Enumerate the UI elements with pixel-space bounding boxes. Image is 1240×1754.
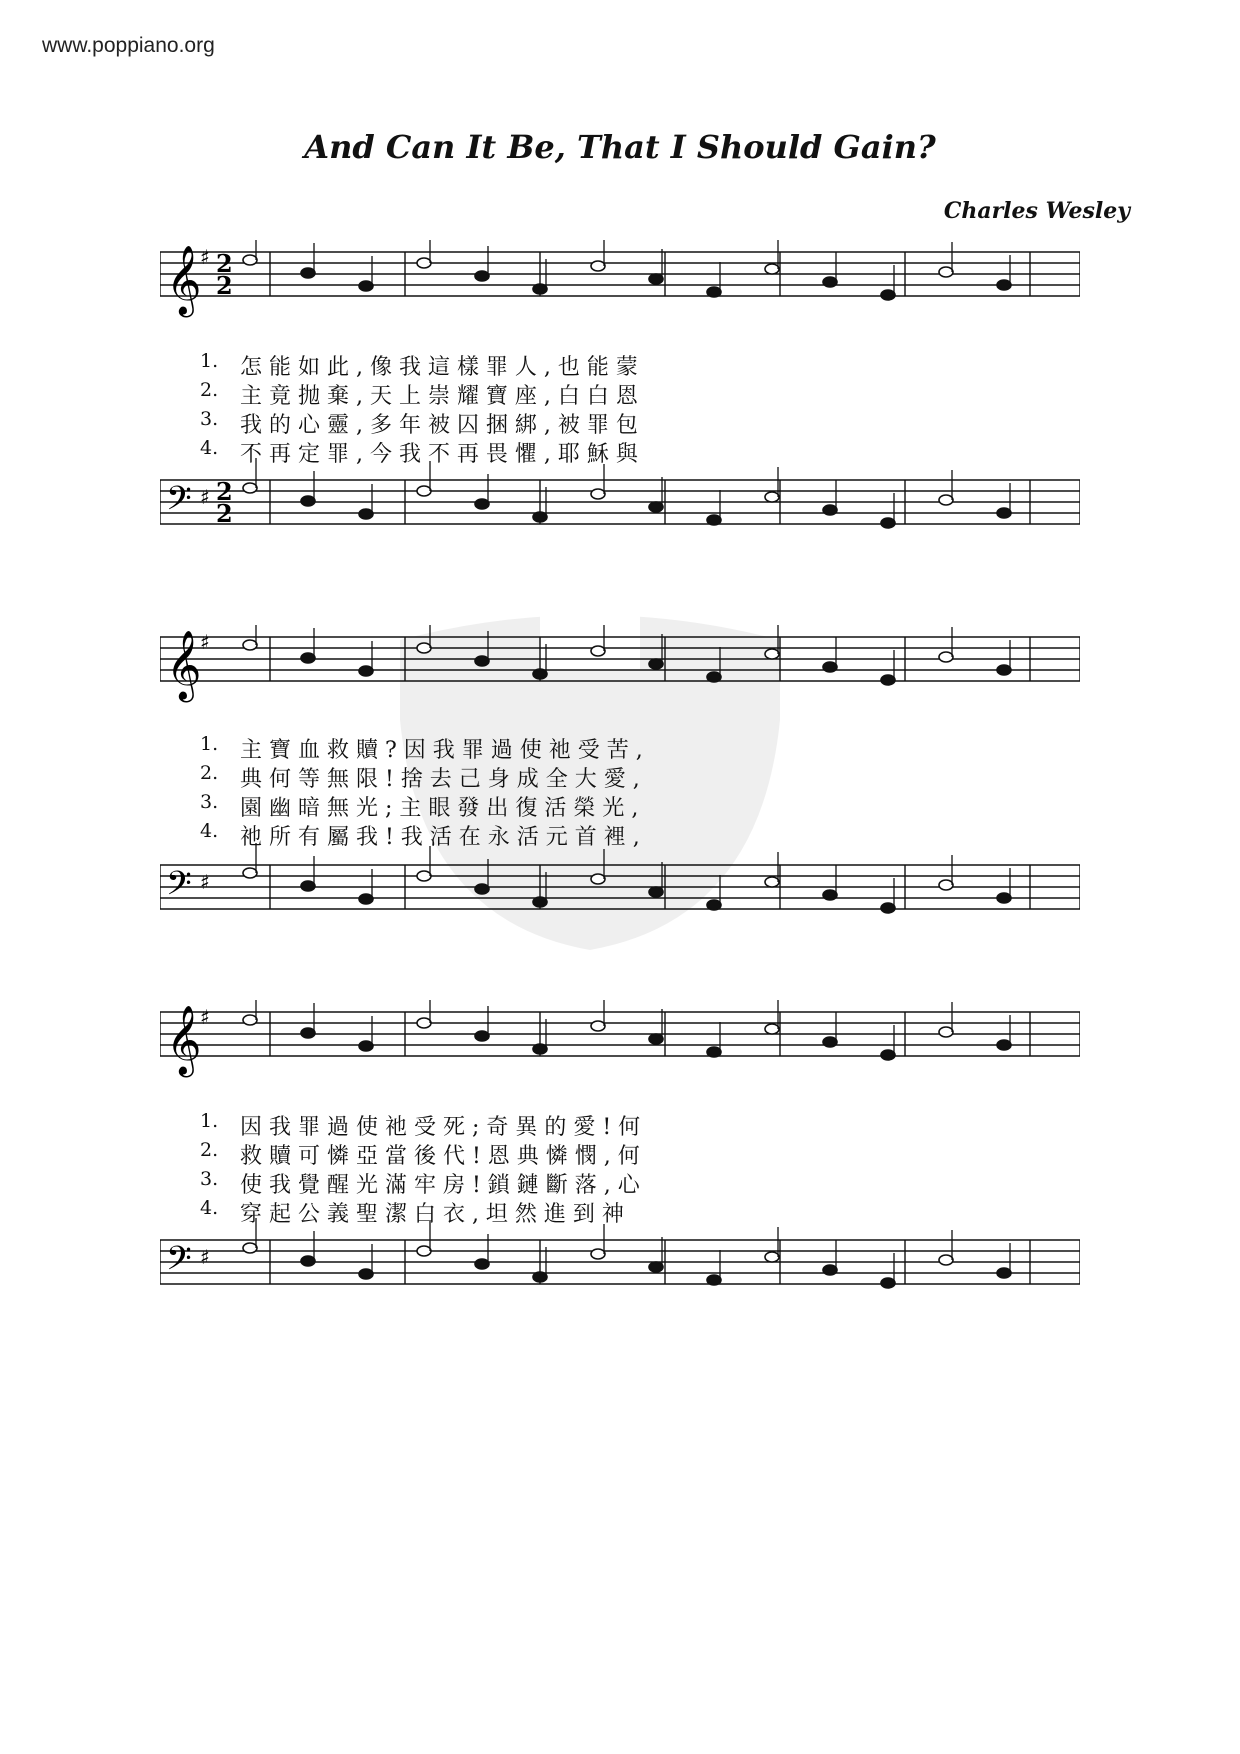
- notehead-icon: [939, 880, 953, 890]
- lyric-text: 穿 起 公 義 聖 潔 白 衣 , 坦 然 進 到 神: [240, 1202, 624, 1227]
- lyric-line: [160, 733, 1080, 761]
- verse-number: 3.: [200, 408, 219, 430]
- notehead-icon: [475, 656, 489, 666]
- notehead-icon: [823, 890, 837, 900]
- notehead-icon: [301, 1028, 315, 1038]
- site-url[interactable]: www.poppiano.org: [42, 34, 215, 57]
- treble-clef-icon: 𝄞: [166, 245, 202, 315]
- verse-number: 4.: [200, 820, 219, 842]
- time-signature-icon: 2: [216, 249, 233, 278]
- notehead-icon: [243, 868, 257, 878]
- verse-number: 4.: [200, 1197, 219, 1219]
- lyric-text: 主 竟 抛 棄 , 天 上 崇 耀 寶 座 , 白 白 恩: [240, 384, 638, 409]
- notehead-icon: [533, 284, 547, 294]
- lyric-text: 我 的 心 靈 , 多 年 被 囚 捆 綁 , 被 罪 包: [240, 413, 638, 438]
- lyric-line: [160, 350, 1080, 378]
- notehead-icon: [475, 884, 489, 894]
- notehead-icon: [939, 1255, 953, 1265]
- notehead-icon: [417, 1018, 431, 1028]
- lyric-text: 祂 所 有 屬 我 ! 我 活 在 永 活 元 首 裡 ,: [240, 825, 640, 850]
- notehead-icon: [359, 509, 373, 519]
- lyric-line: [160, 408, 1080, 436]
- notehead-icon: [533, 669, 547, 679]
- notehead-icon: [765, 1024, 779, 1034]
- notehead-icon: [243, 1015, 257, 1025]
- lyric-line: [160, 379, 1080, 407]
- notehead-icon: [939, 1027, 953, 1037]
- lyric-text: 救 贖 可 憐 亞 當 後 代 ! 恩 典 憐 憫 , 何: [240, 1144, 640, 1169]
- notehead-icon: [649, 502, 663, 512]
- notehead-icon: [765, 492, 779, 502]
- verse-number: 4.: [200, 437, 219, 459]
- notehead-icon: [301, 653, 315, 663]
- notehead-icon: [301, 881, 315, 891]
- lyric-text: 園 幽 暗 無 光 ; 主 眼 發 出 復 活 榮 光 ,: [240, 796, 639, 821]
- lyric-line: [160, 1139, 1080, 1167]
- bass-clef-icon: 𝄢: [166, 865, 192, 911]
- notehead-icon: [823, 662, 837, 672]
- notehead-icon: [881, 903, 895, 913]
- treble-clef-icon: 𝄞: [166, 1005, 202, 1075]
- lyric-line: [160, 1168, 1080, 1196]
- song-title: And Can It Be, That I Should Gain?: [304, 128, 936, 166]
- notehead-icon: [823, 277, 837, 287]
- notehead-icon: [243, 483, 257, 493]
- notehead-icon: [591, 1021, 605, 1031]
- notehead-icon: [997, 1268, 1011, 1278]
- notehead-icon: [939, 495, 953, 505]
- notehead-icon: [881, 290, 895, 300]
- notehead-icon: [707, 900, 721, 910]
- notehead-icon: [823, 1265, 837, 1275]
- lyric-text: 使 我 覺 醒 光 滿 牢 房 ! 鎖 鏈 斷 落 , 心: [240, 1173, 640, 1198]
- notehead-icon: [997, 665, 1011, 675]
- bass-clef-icon: 𝄢: [166, 1240, 192, 1286]
- verse-number: 2.: [200, 762, 219, 784]
- notehead-icon: [765, 877, 779, 887]
- lyric-line: [160, 437, 1080, 465]
- lyric-text: 怎 能 如 此 , 像 我 這 樣 罪 人 , 也 能 蒙: [240, 355, 638, 380]
- notehead-icon: [997, 280, 1011, 290]
- notehead-icon: [533, 1044, 547, 1054]
- sharp-key-icon: ♯: [200, 245, 210, 269]
- notehead-icon: [417, 1246, 431, 1256]
- treble-clef-icon: 𝄞: [166, 630, 202, 700]
- verse-number: 2.: [200, 379, 219, 401]
- notehead-icon: [591, 1249, 605, 1259]
- verse-number: 3.: [200, 1168, 219, 1190]
- lyric-text: 典 何 等 無 限 ! 捨 去 己 身 成 全 大 愛 ,: [240, 767, 640, 792]
- notehead-icon: [475, 1031, 489, 1041]
- notehead-icon: [417, 258, 431, 268]
- notehead-icon: [591, 489, 605, 499]
- notehead-icon: [939, 652, 953, 662]
- notehead-icon: [881, 675, 895, 685]
- verse-number: 1.: [200, 1110, 219, 1132]
- verse-number: 1.: [200, 350, 219, 372]
- notehead-icon: [475, 1259, 489, 1269]
- notehead-icon: [475, 499, 489, 509]
- time-signature-icon: 2: [216, 271, 233, 300]
- bass-clef-icon: 𝄢: [166, 480, 192, 526]
- notehead-icon: [243, 640, 257, 650]
- notehead-icon: [649, 274, 663, 284]
- composer-name: Charles Wesley: [943, 198, 1130, 224]
- notehead-icon: [417, 871, 431, 881]
- notehead-icon: [533, 512, 547, 522]
- notehead-icon: [475, 271, 489, 281]
- notehead-icon: [939, 267, 953, 277]
- notehead-icon: [707, 1047, 721, 1057]
- notehead-icon: [707, 287, 721, 297]
- notehead-icon: [997, 508, 1011, 518]
- lyric-line: [160, 791, 1080, 819]
- notehead-icon: [649, 1262, 663, 1272]
- notehead-icon: [591, 261, 605, 271]
- notehead-icon: [417, 486, 431, 496]
- notehead-icon: [707, 672, 721, 682]
- music-system-1: [160, 240, 1080, 570]
- lyric-line: [160, 762, 1080, 790]
- verse-number: 1.: [200, 733, 219, 755]
- notehead-icon: [707, 515, 721, 525]
- notehead-icon: [765, 264, 779, 274]
- verse-number: 3.: [200, 791, 219, 813]
- notehead-icon: [765, 1252, 779, 1262]
- notehead-icon: [707, 1275, 721, 1285]
- notehead-icon: [243, 1243, 257, 1253]
- lyric-line: [160, 1110, 1080, 1138]
- sharp-key-icon: ♯: [200, 1245, 210, 1269]
- sharp-key-icon: ♯: [200, 1005, 210, 1029]
- notehead-icon: [881, 518, 895, 528]
- notehead-icon: [997, 1040, 1011, 1050]
- lyric-text: 主 寶 血 救 贖 ? 因 我 罪 過 使 祂 受 苦 ,: [240, 738, 643, 763]
- notehead-icon: [881, 1278, 895, 1288]
- notehead-icon: [301, 496, 315, 506]
- notehead-icon: [591, 646, 605, 656]
- sharp-key-icon: ♯: [200, 870, 210, 894]
- notehead-icon: [417, 643, 431, 653]
- lyric-text: 不 再 定 罪 , 今 我 不 再 畏 懼 , 耶 穌 與: [240, 442, 638, 467]
- notehead-icon: [243, 255, 257, 265]
- sharp-key-icon: ♯: [200, 630, 210, 654]
- time-signature-icon: 2: [216, 499, 233, 528]
- notehead-icon: [823, 505, 837, 515]
- notehead-icon: [533, 897, 547, 907]
- notehead-icon: [533, 1272, 547, 1282]
- lyric-line: [160, 820, 1080, 848]
- notehead-icon: [881, 1050, 895, 1060]
- music-system-2: [160, 625, 1080, 955]
- notehead-icon: [649, 659, 663, 669]
- lyric-line: [160, 1197, 1080, 1225]
- music-system-3: [160, 1000, 1080, 1330]
- notehead-icon: [765, 649, 779, 659]
- verse-number: 2.: [200, 1139, 219, 1161]
- notehead-icon: [649, 887, 663, 897]
- notehead-icon: [997, 893, 1011, 903]
- notehead-icon: [591, 874, 605, 884]
- notehead-icon: [301, 268, 315, 278]
- notehead-icon: [359, 281, 373, 291]
- lyric-text: 因 我 罪 過 使 祂 受 死 ; 奇 異 的 愛 ! 何: [240, 1115, 641, 1140]
- notehead-icon: [823, 1037, 837, 1047]
- notehead-icon: [649, 1034, 663, 1044]
- notehead-icon: [359, 894, 373, 904]
- sharp-key-icon: ♯: [200, 485, 210, 509]
- notehead-icon: [359, 1269, 373, 1279]
- notehead-icon: [359, 666, 373, 676]
- notehead-icon: [301, 1256, 315, 1266]
- time-signature-icon: 2: [216, 477, 233, 506]
- notehead-icon: [359, 1041, 373, 1051]
